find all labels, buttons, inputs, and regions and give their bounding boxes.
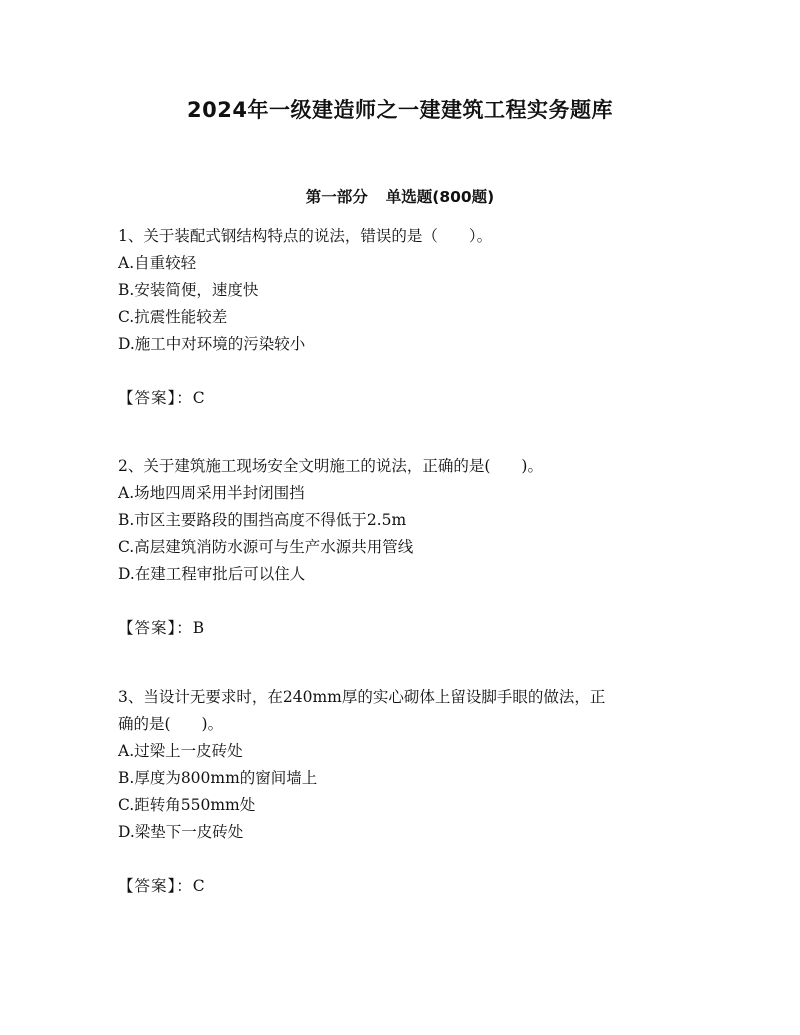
section-heading bbox=[0, 185, 800, 207]
question-stem: 2、关于建筑施工现场安全文明施工的说法，正确的是( )。 bbox=[118, 457, 543, 475]
question-stem: 3、当设计无要求时，在240mm厚的实心砌体上留设脚手眼的做法，正 bbox=[118, 688, 606, 706]
option-c: C.抗震性能较差 bbox=[118, 308, 228, 326]
option-a: A.过梁上一皮砖处 bbox=[118, 742, 243, 760]
answer-line bbox=[118, 615, 688, 642]
answer-line bbox=[118, 873, 688, 900]
answer-value: C bbox=[192, 877, 205, 895]
option-d: D.施工中对环境的污染较小 bbox=[118, 335, 306, 353]
option-a: A.自重较轻 bbox=[118, 254, 197, 272]
answer-label: 【答案】： bbox=[118, 389, 193, 407]
question-2 bbox=[118, 453, 688, 642]
question-stem-continued: 确的是( )。 bbox=[118, 715, 224, 733]
answer-value: C bbox=[192, 389, 205, 407]
document-title: 2024年一级建造师之一建建筑工程实务题库 bbox=[187, 98, 613, 122]
answer-value: B bbox=[192, 619, 205, 637]
question-1 bbox=[118, 223, 688, 412]
section-part: 第一部分 bbox=[305, 188, 368, 206]
option-a: A.场地四周采用半封闭围挡 bbox=[118, 484, 305, 502]
question-stem: 1、关于装配式钢结构特点的说法，错误的是（ ）。 bbox=[118, 227, 493, 245]
option-b: B.市区主要路段的围挡高度不得低于2.5m bbox=[118, 511, 407, 529]
answer-label: 【答案】： bbox=[118, 877, 193, 895]
answer-label: 【答案】： bbox=[118, 619, 193, 637]
option-c: C.距转角550mm处 bbox=[118, 796, 256, 814]
option-b: B.厚度为800mm的窗间墙上 bbox=[118, 769, 318, 787]
option-d: D.梁垫下一皮砖处 bbox=[118, 823, 244, 841]
section-name: 单选题(800题) bbox=[385, 188, 495, 206]
option-d: D.在建工程审批后可以住人 bbox=[118, 565, 306, 583]
option-b: B.安装简便，速度快 bbox=[118, 281, 259, 299]
question-3 bbox=[118, 684, 688, 900]
option-c: C.高层建筑消防水源可与生产水源共用管线 bbox=[118, 538, 414, 556]
answer-line bbox=[118, 385, 688, 412]
